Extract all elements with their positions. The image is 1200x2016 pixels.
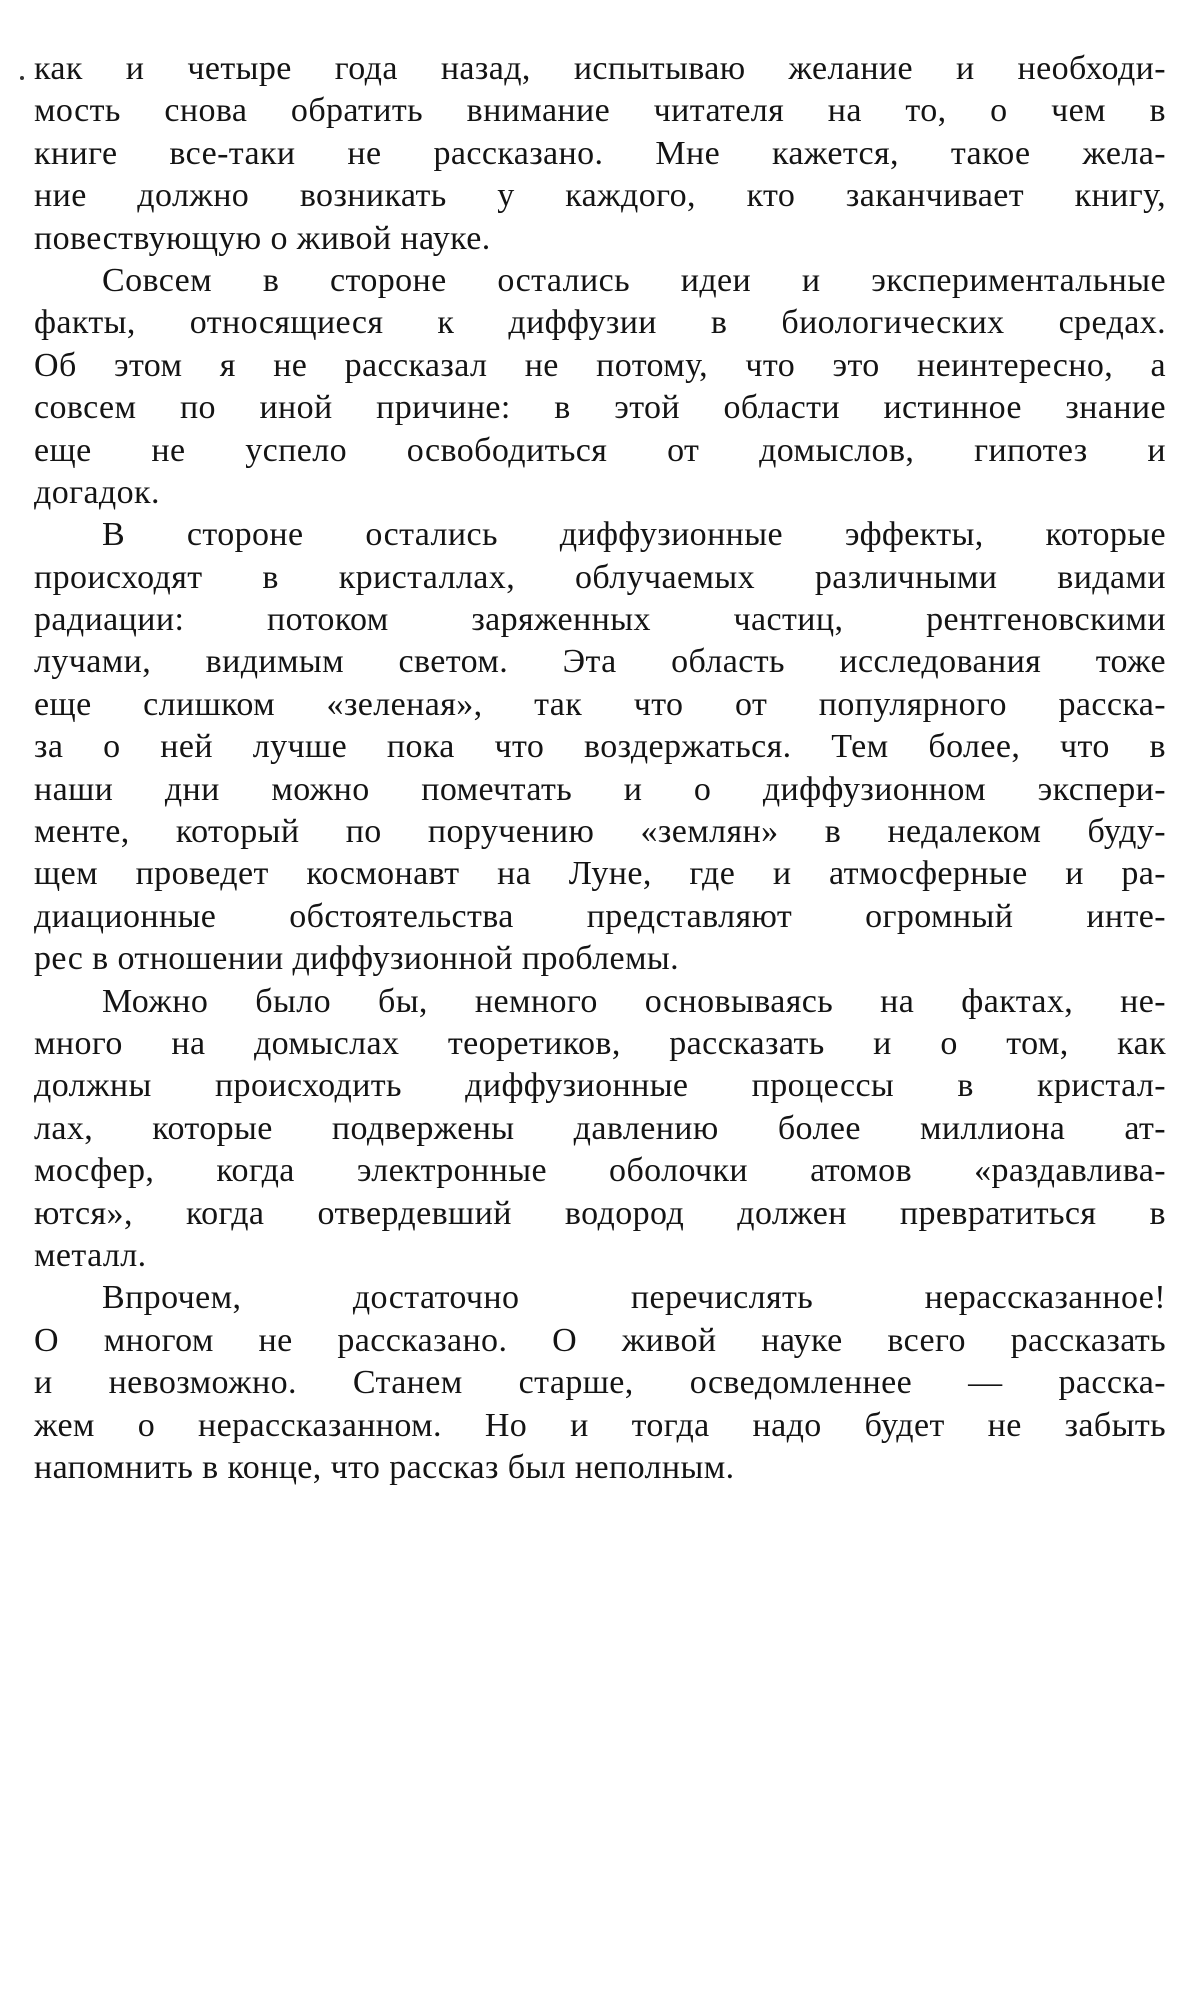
text-line: мость снова обратить внимание читателя на то, о чем в bbox=[34, 92, 1166, 130]
paragraph-3 bbox=[34, 514, 1166, 980]
text-line: Об этом я не рассказал не потому, что это неинтересно, а bbox=[34, 346, 1166, 384]
text-line: О многом не рассказано. О живой науке всего рассказать bbox=[34, 1321, 1166, 1359]
text-line: и невозможно. Станем старше, осведомленнее — расска- bbox=[34, 1364, 1166, 1402]
text-line: Впрочем, достаточно перечислять нерассказанное! bbox=[102, 1279, 1166, 1317]
paragraph-1 bbox=[34, 48, 1166, 260]
text-line: Можно было бы, немного основываясь на фактах, не- bbox=[102, 982, 1166, 1020]
text-line: лучами, видимым светом. Эта область исследования тоже bbox=[34, 643, 1166, 681]
text-line: за о ней лучше пока что воздержаться. Тем более, что в bbox=[34, 728, 1166, 766]
text-line: мосфер, когда электронные оболочки атомов «раздавлива- bbox=[34, 1152, 1166, 1190]
text-line: менте, который по поручению «землян» в недалеком буду- bbox=[34, 813, 1166, 851]
text-line: радиации: потоком заряженных частиц, рентгеновскими bbox=[34, 601, 1166, 639]
text-line: лах, которые подвержены давлению более миллиона ат- bbox=[34, 1109, 1166, 1147]
text-line: наши дни можно помечтать и о диффузионном экспери- bbox=[34, 770, 1166, 808]
text-line: напомнить в конце, что рассказ был неполным. bbox=[34, 1448, 735, 1486]
text-line: щем проведет космонавт на Луне, где и атмосферные и ра- bbox=[34, 855, 1166, 893]
text-line: много на домыслах теоретиков, рассказать и о том, как bbox=[34, 1024, 1166, 1062]
text-line: В стороне остались диффузионные эффекты, которые bbox=[102, 516, 1166, 554]
text-line: жем о нерассказанном. Но и тогда надо будет не забыть bbox=[34, 1406, 1166, 1444]
text-line: еще слишком «зеленая», так что от популярного расска- bbox=[34, 685, 1166, 723]
text-line: факты, относящиеся к диффузии в биологических средах. bbox=[34, 304, 1166, 342]
text-line: как и четыре года назад, испытываю желание и необходи- bbox=[34, 50, 1166, 87]
text-line: книге все-таки не рассказано. Мне кажется, такое жела- bbox=[34, 134, 1166, 172]
text-line: ются», когда отвердевший водород должен превратиться в bbox=[34, 1194, 1166, 1232]
text-line: совсем по иной причине: в этой области истинное знание bbox=[34, 389, 1166, 427]
text-line: диационные обстоятельства представляют огромный инте- bbox=[34, 897, 1166, 935]
text-line: догадок. bbox=[34, 473, 160, 511]
paragraph-5 bbox=[34, 1277, 1166, 1489]
paragraph-4 bbox=[34, 981, 1166, 1278]
text-line: еще не успело освободиться от домыслов, гипотез и bbox=[34, 431, 1166, 469]
text-line: ние должно возникать у каждого, кто заканчивает книгу, bbox=[34, 177, 1166, 215]
scan-speck bbox=[20, 76, 24, 80]
text-line: Совсем в стороне остались идеи и экспериментальные bbox=[102, 261, 1166, 299]
paragraph-2 bbox=[34, 260, 1166, 514]
text-line: рес в отношении диффузионной проблемы. bbox=[34, 940, 680, 978]
text-line: должны происходить диффузионные процессы в кристал- bbox=[34, 1067, 1166, 1105]
book-page-text bbox=[34, 48, 1166, 1489]
text-line: происходят в кристаллах, облучаемых различными видами bbox=[34, 558, 1166, 596]
text-line: повествующую о живой науке. bbox=[34, 219, 491, 257]
text-line: металл. bbox=[34, 1236, 147, 1274]
